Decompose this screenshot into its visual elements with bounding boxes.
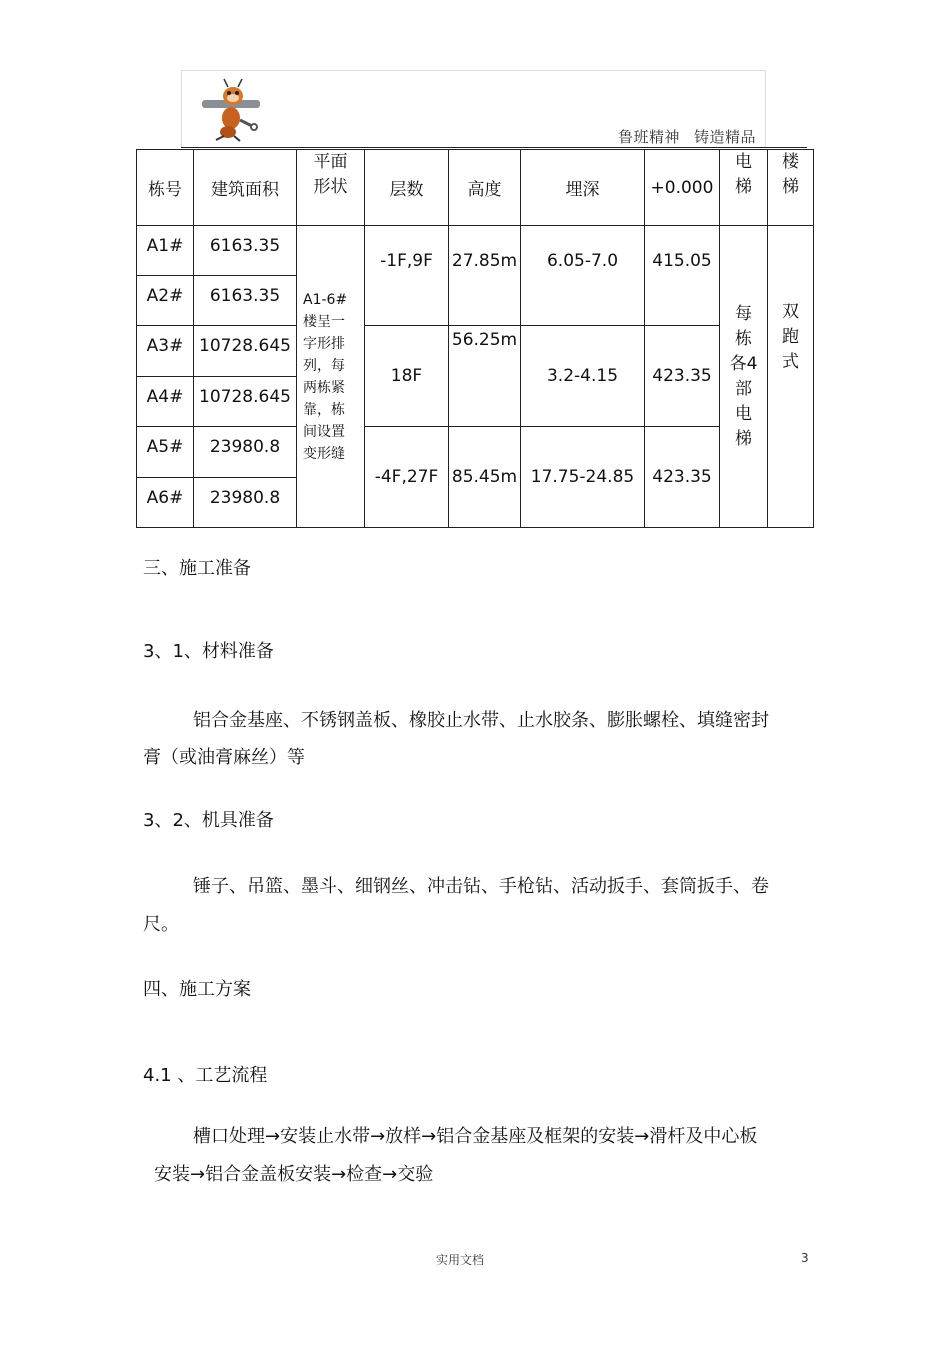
section-heading: 四、施工方案 <box>143 979 251 1000</box>
subsection-heading: 3、1、材料准备 <box>143 641 274 662</box>
slogan-part-2: 铸造精品 <box>694 128 757 146</box>
paragraph-line: 铝合金基座、不锈钢盖板、橡胶止水带、止水胶条、膨胀螺栓、填缝密封 <box>193 710 769 731</box>
height-cell: 85.45m <box>449 427 521 528</box>
table-header-row <box>137 150 814 226</box>
page-number: 3 <box>801 1251 809 1265</box>
area-cell: 23980.8 <box>194 478 297 528</box>
shape-cell: A1-6# 楼呈一 字形排 列，每 两栋紧 靠，栋 间设置 变形缝 <box>297 226 365 528</box>
subsection-heading: 3、2、机具准备 <box>143 810 274 831</box>
depth-cell: 17.75-24.85 <box>521 427 645 528</box>
subsection-heading: 4.1 、工艺流程 <box>143 1065 268 1086</box>
floors-cell: 18F <box>365 326 449 427</box>
header-cell: 层数 <box>365 150 449 226</box>
level-cell: 423.35 <box>645 427 720 528</box>
area-cell: 6163.35 <box>194 226 297 276</box>
building-id-cell: A2# <box>137 276 194 326</box>
table-row <box>137 226 814 276</box>
table-row <box>137 427 814 478</box>
elevator-cell: 每 栋 各4 部 电 梯 <box>720 226 768 528</box>
table-row <box>137 326 814 377</box>
height-cell: 56.25m <box>449 326 521 427</box>
header-cell: 建筑面积 <box>194 150 297 226</box>
ant-mascot-logo <box>198 76 266 144</box>
header-cell: 平面 形状 <box>297 150 365 226</box>
header-cell: 楼 梯 <box>768 150 814 226</box>
paragraph-line: 槽口处理→安装止水带→放样→铝合金基座及框架的安装→滑杆及中心板 <box>193 1126 758 1147</box>
stair-cell: 双 跑 式 <box>768 226 814 528</box>
height-cell: 27.85m <box>449 226 521 326</box>
paragraph-line: 锤子、吊篮、墨斗、细钢丝、冲击钻、手枪钻、活动扳手、套筒扳手、卷 <box>193 876 769 897</box>
header-rule <box>181 147 807 148</box>
floors-cell: -4F,27F <box>365 427 449 528</box>
depth-cell: 3.2-4.15 <box>521 326 645 427</box>
header-cell: 高度 <box>449 150 521 226</box>
building-id-cell: A5# <box>137 427 194 478</box>
level-cell: 415.05 <box>645 226 720 326</box>
level-cell: 423.35 <box>645 326 720 427</box>
paragraph-line: 安装→铝合金盖板安装→检查→交验 <box>154 1164 434 1185</box>
header-slogan <box>618 126 770 147</box>
area-cell: 10728.645 <box>194 326 297 377</box>
building-id-cell: A6# <box>137 478 194 528</box>
paragraph-line: 膏（或油膏麻丝）等 <box>143 747 305 768</box>
header-cell: 栋号 <box>137 150 194 226</box>
building-id-cell: A1# <box>137 226 194 276</box>
header-cell: +0.000 <box>645 150 720 226</box>
building-spec-table <box>136 149 814 528</box>
area-cell: 10728.645 <box>194 377 297 427</box>
floors-cell: -1F,9F <box>365 226 449 326</box>
building-id-cell: A3# <box>137 326 194 377</box>
header-cell: 电 梯 <box>720 150 768 226</box>
footer-label: 实用文档 <box>436 1253 485 1267</box>
building-id-cell: A4# <box>137 377 194 427</box>
area-cell: 23980.8 <box>194 427 297 478</box>
header-cell: 埋深 <box>521 150 645 226</box>
depth-cell: 6.05-7.0 <box>521 226 645 326</box>
section-heading: 三、施工准备 <box>143 558 251 579</box>
slogan-part-1: 鲁班精神 <box>618 128 681 146</box>
area-cell: 6163.35 <box>194 276 297 326</box>
paragraph-line: 尺。 <box>143 914 179 935</box>
